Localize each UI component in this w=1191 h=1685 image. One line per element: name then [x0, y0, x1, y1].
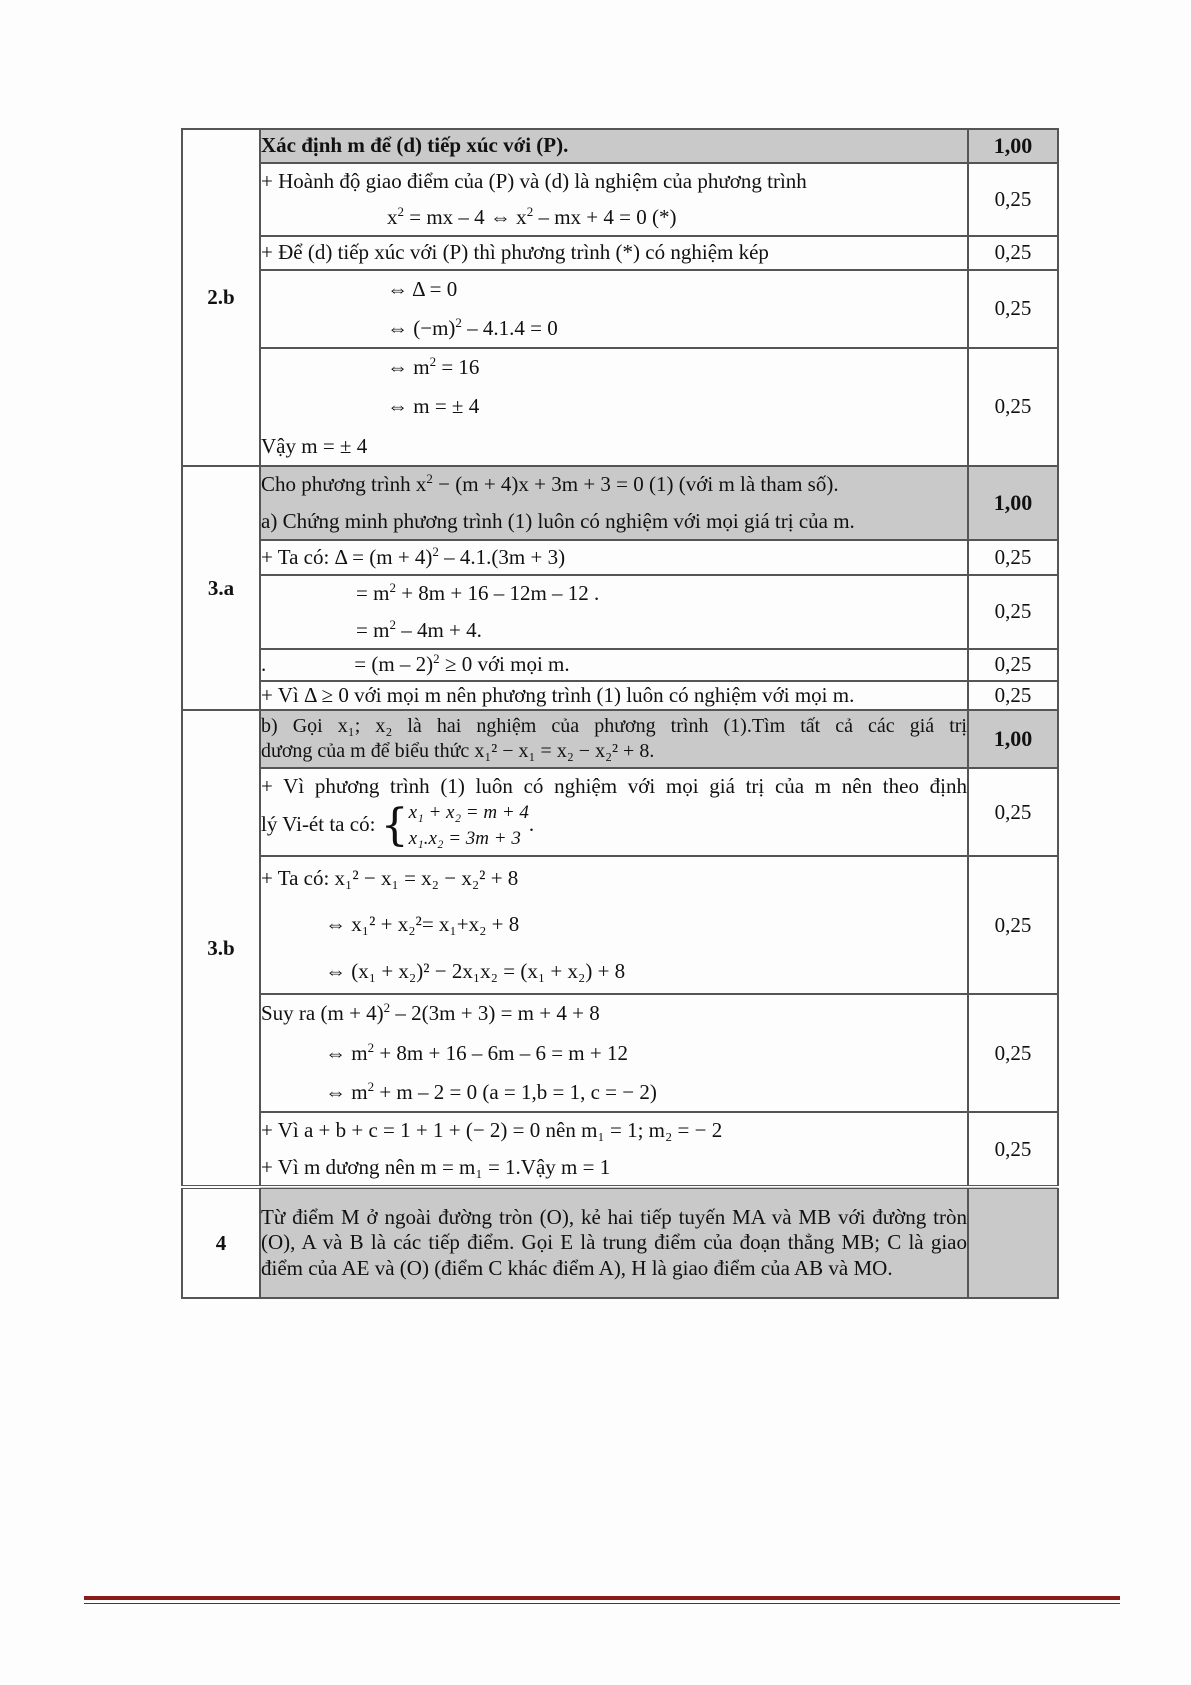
row-id-3b: 3.b [182, 710, 260, 1187]
score-cell: 0,25 [968, 994, 1058, 1112]
equation-line: ⇔ $m^2 = 16$ [387, 354, 480, 380]
score-cell [968, 1187, 1058, 1298]
equation-line: = $m^2 - 4m + 4$. [356, 616, 482, 642]
vieta-line: lý Vi-ét ta có: { x₁ + x₂ = m + 4 x₁.x₂ = 3m + 3 . [261, 799, 535, 851]
row-2b-step3-content [260, 270, 968, 348]
row-2b-step3 [182, 270, 1058, 348]
conclusion-line: + Vì m dương nên m = m₁ = 1.Vậy m = 1 [261, 1155, 611, 1180]
row-2b-header-score: 1,00 [968, 129, 1058, 163]
question-line: Cho phương trình $x^2 - (m + 4)x + 3m + 3 = 0$ (1) (với m là tham số). [261, 471, 839, 497]
row-3b-step4 [182, 1112, 1058, 1187]
equation-line: ⇔ $m^2 + m - 2 = 0$ (a = 1,b = 1, c = − 2) [325, 1078, 657, 1104]
score-cell: 0,25 [968, 540, 1058, 575]
footer-rule [84, 1596, 1120, 1600]
score-cell: 0,25 [968, 270, 1058, 348]
row-3a-header [182, 466, 1058, 540]
row-id-3a: 3.a [182, 466, 260, 710]
conclusion-line: Vậy m = ± 4 [261, 433, 368, 458]
row-3a-step2 [182, 575, 1058, 649]
score-cell: 0,25 [968, 575, 1058, 649]
row-3b-step1 [182, 768, 1058, 856]
vieta-system: x₁ + x₂ = m + 4 x₁.x₂ = 3m + 3 [408, 801, 529, 849]
row-2b-title: Xác định m để (d) tiếp xúc với (P). [260, 129, 968, 163]
row-3b-step2-content [260, 856, 968, 994]
row-3b-step1-content [260, 768, 968, 856]
equation-line: $x^2$ = mx – 4 ⇔ $x^2$ – mx + 4 = 0 (*) [387, 204, 677, 229]
row-3b-step4-content [260, 1112, 968, 1187]
score-cell: 0,25 [968, 348, 1058, 466]
question-line: b) Gọi x₁; x₂ là hai nghiệm của phương trình (1).Tìm tất cả các giá trị [261, 715, 967, 738]
row-3a-question [260, 466, 968, 540]
row-3a-step4 [182, 681, 1058, 710]
score-cell: 0,25 [968, 163, 1058, 236]
row-3b-step2 [182, 856, 1058, 994]
text-line: + Hoành độ giao điểm của (P) và (d) là nghiệm của phương trình [261, 168, 807, 193]
score-cell: 0,25 [968, 856, 1058, 994]
equation-line: ⇔ Δ = 0 [387, 276, 458, 301]
row-3a-step2-content [260, 575, 968, 649]
row-3a-header-score: 1,00 [968, 466, 1058, 540]
equation-line: + Ta có: $\Delta = (m + 4)^2 - 4.1.(3m + 3)$ [260, 540, 968, 575]
row-3a-step3 [182, 649, 1058, 681]
row-3b-question [260, 710, 968, 768]
question-line: dương của m để biểu thức x₁² − x₁ = x₂ − x₂² + 8. [261, 740, 655, 763]
equation-line: . = (m – 2)$^2$ ≥ 0 với mọi m. [260, 649, 968, 681]
row-2b-step4-content [260, 348, 968, 466]
row-3b-header-score: 1,00 [968, 710, 1058, 768]
row-3b-header [182, 710, 1058, 768]
equation-line: ⇔ $m^2 + 8m + 16 - 6m - 6 = m + 12$ [325, 1039, 628, 1065]
row-id-2b: 2.b [182, 129, 260, 466]
equation-line: = $m^2 + 8m + 16 - 12m - 12$ . [356, 580, 600, 606]
question-line: a) Chứng minh phương trình (1) luôn có nghiệm với mọi giá trị của m. [261, 508, 855, 533]
row-id-4: 4 [182, 1187, 260, 1298]
score-cell: 0,25 [968, 768, 1058, 856]
row-2b-step1 [182, 163, 1058, 236]
equation-line: ⇔ (x₁ + x₂)² − 2x₁x₂ = (x₁ + x₂) + 8 [325, 958, 626, 983]
row-3b-step3 [182, 994, 1058, 1112]
equation-line: Suy ra $(m + 4)^2 - 2(3m + 3) = m + 4 + 8$ [261, 1000, 600, 1026]
score-cell: 0,25 [968, 649, 1058, 681]
row-2b-step4 [182, 348, 1058, 466]
answer-key-table [181, 128, 1059, 1299]
row-2b-header [182, 129, 1058, 163]
row-2b-step1-content [260, 163, 968, 236]
equation-line: ⇔ x₁² + x₂²= x₁+x₂ + 8 [325, 911, 520, 936]
score-cell: 0,25 [968, 236, 1058, 270]
text-line: + Vì phương trình (1) luôn có nghiệm với mọi giá trị của m nên theo định [261, 773, 967, 798]
row-3a-step1 [182, 540, 1058, 575]
equation-line: ⇔ $(-m)^2 - 4.1.4 = 0$ [387, 315, 558, 340]
footer-rule-thin [84, 1603, 1120, 1604]
score-cell: 0,25 [968, 681, 1058, 710]
equation-line: ⇔ m = ± 4 [387, 394, 480, 419]
text-line: + Vì a + b + c = 1 + 1 + (− 2) = 0 nên m₁ = 1; m₂ = − 2 [261, 1118, 723, 1142]
equation-line: + Ta có: x₁² − x₁ = x₂ − x₂² + 8 [261, 866, 519, 891]
brace-icon: { [380, 799, 409, 851]
row-3b-step3-content [260, 994, 968, 1112]
text-line: + Để (d) tiếp xúc với (P) thì phương trình (*) có nghiệm kép [260, 236, 968, 270]
row-4 [182, 1187, 1058, 1298]
row-4-problem: Từ điểm M ở ngoài đường tròn (O), kẻ hai tiếp tuyến MA và MB với đường tròn (O), A và B là các tiếp điểm. Gọi E là trung điểm của đoạn thẳng MB; C là giao điểm của AE và (O) (điểm C khác điểm A), H là giao điểm của AB và MO. [260, 1187, 968, 1298]
text-line: + Vì Δ ≥ 0 với mọi m nên phương trình (1) luôn có nghiệm với mọi m. [260, 681, 968, 710]
score-cell: 0,25 [968, 1112, 1058, 1187]
row-2b-step2 [182, 236, 1058, 270]
